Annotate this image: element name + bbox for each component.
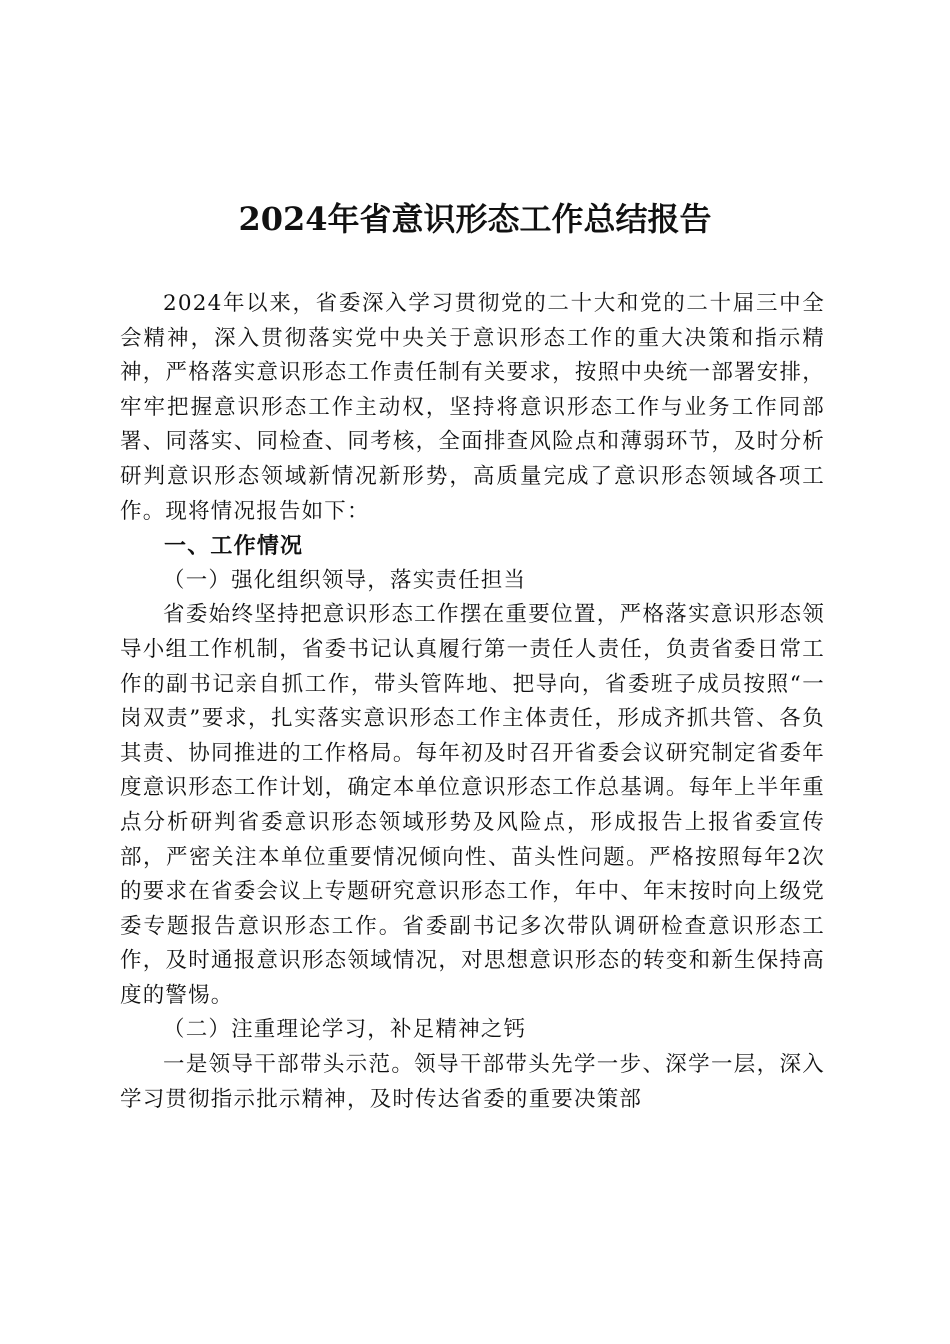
section-heading-work-status: 一、工作情况 [164,533,304,560]
document-title: 2024年省意识形态工作总结报告 [238,200,712,238]
intro-paragraph: 2024年以来，省委深入学习贯彻党的二十大和党的二十届三中全会精神，深入贯彻落实党中央关于意识形态工作的重大决策和指示精神，严格落实意识形态工作责任制有关要求，按照中央统一部署安排，牢牢把握意识形态工作主动权，坚持将意识形态工作与业务工作同部署、同落实、同检查、同考核，全面排查风险点和薄弱环节，及时分析研判意识形态领域新情况新形势，高质量完成了意识形态领域各项工作。现将情况报告如下： [120,291,825,524]
document-body [120,287,825,1117]
subsection-heading-theory-study: （二）注重理论学习，补足精神之钙 [163,1017,527,1043]
subsection-paragraph-leadership: 省委始终坚持把意识形态工作摆在重要位置，严格落实意识形态领导小组工作机制，省委书记认真履行第一责任人责任，负责省委日常工作的副书记亲自抓工作，带头管阵地、把导向，省委班子成员按照“一岗双责”要求，扎实落实意识形态工作主体责任，形成齐抓共管、各负其责、协同推进的工作格局。每年初及时召开省委会议研究制定省委年度意识形态工作计划，确定本单位意识形态工作总基调。每年上半年重点分析研判省委意识形态领域形势及风险点，形成报告上报省委宣传部，严密关注本单位重要情况倾向性、苗头性问题。严格按照每年2次的要求在省委会议上专题研究意识形态工作，年中、年末按时向上级党委专题报告意识形态工作。省委副书记多次带队调研检查意识形态工作，及时通报意识形态领域情况，对思想意识形态的转变和新生保持高度的警惕。 [120,602,825,1008]
subsection-paragraph-theory-study: 一是领导干部带头示范。领导干部带头先学一步、深学一层，深入学习贯彻指示批示精神，及时传达省委的重要决策部 [120,1052,825,1112]
subsection-heading-leadership: （一）强化组织领导，落实责任担当 [163,567,527,593]
